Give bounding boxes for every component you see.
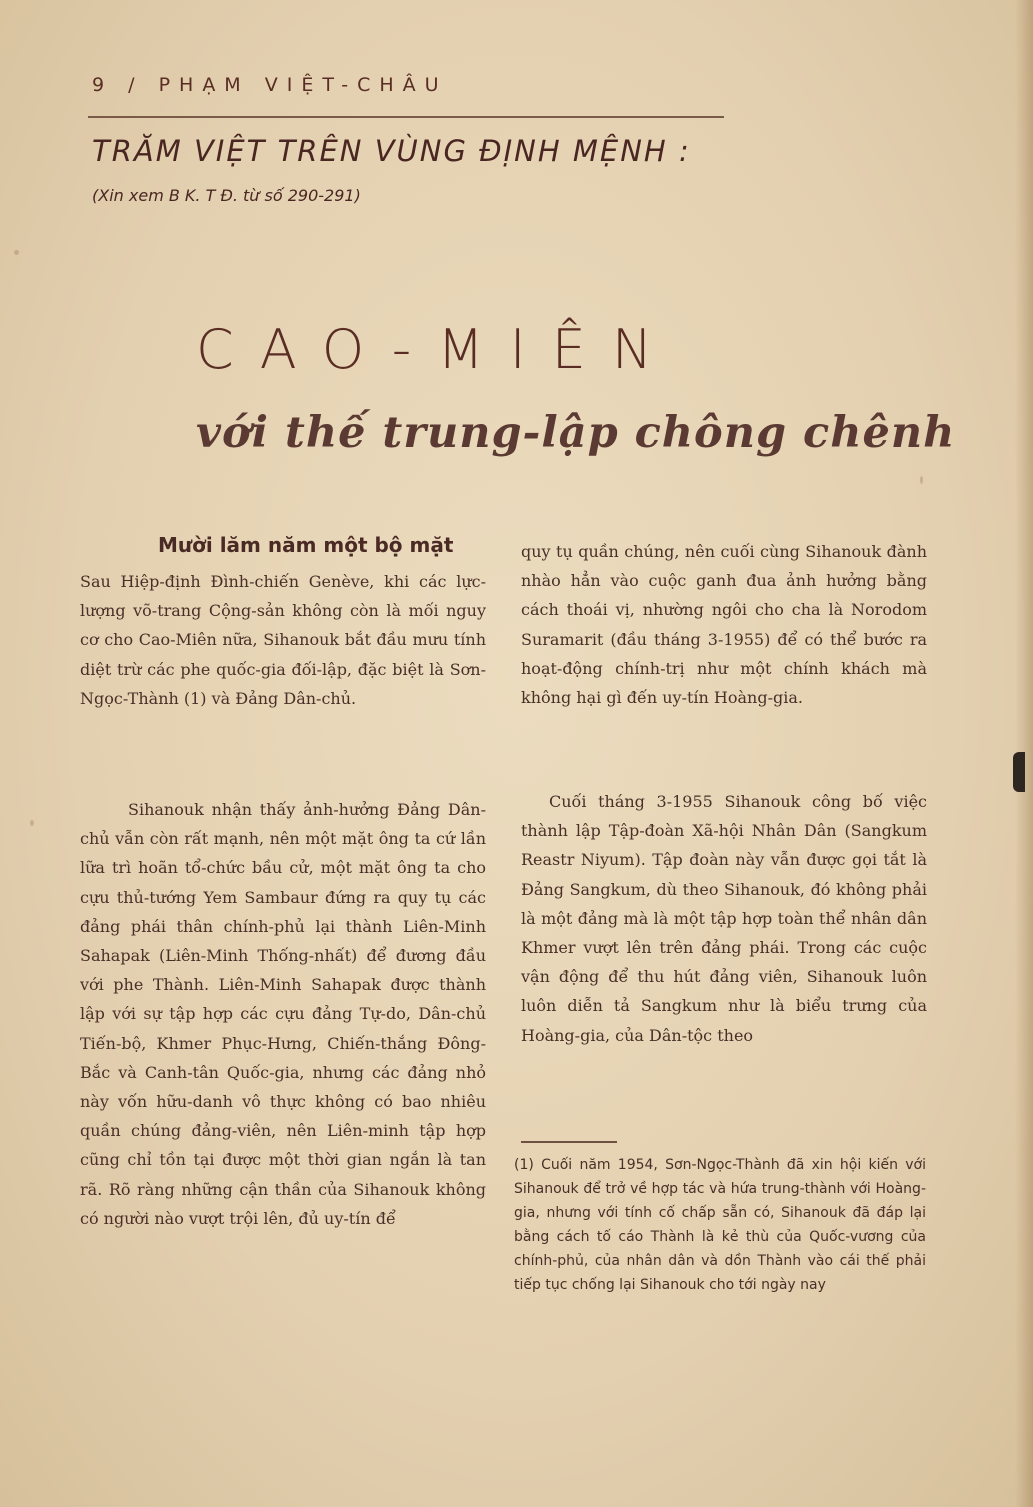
binding-tab-mark bbox=[1013, 752, 1025, 792]
running-head: 9 / PHẠM VIỆT-CHÂU bbox=[92, 74, 448, 96]
footnote: (1) Cuối năm 1954, Sơn-Ngọc-Thành đã xin hội kiến với Sihanouk để trở về hợp tác và hứa trung-thành với Hoàng-gia, nhưng với tính cố chấp sẵn có, Sihanouk đã đáp lại bằng cách tố cáo Thành là kẻ thù của Quốc-vương của chính-phủ, của nhân dân và dồn Thành vào cái thế phải tiếp tục chống lại Sihanouk cho tới ngày nay bbox=[514, 1157, 926, 1293]
right-column bbox=[521, 537, 927, 1050]
paper-spot bbox=[30, 820, 34, 826]
header-rule bbox=[88, 116, 724, 118]
paper-spot bbox=[14, 250, 19, 255]
paragraph: Cuối tháng 3-1955 Sihanouk công bố việc thành lập Tập-đoàn Xã-hội Nhân Dân (Sangkum Reastr Niyum). Tập đoàn này vẫn được gọi tắt là Đảng Sangkum, dù theo Sihanouk, đó không phải là một đảng mà là một tập hợp toàn thể nhân dân Khmer vượt lên trên đảng phái. Trong các cuộc vận động để thu hút đảng viên, Sihanouk luôn luôn diễn tả Sangkum như là biểu trưng của Hoàng-gia, của Dân-tộc theo bbox=[521, 792, 927, 1045]
series-reference: (Xin xem B K. T Đ. từ số 290-291) bbox=[92, 186, 361, 205]
series-title: TRĂM VIỆT TRÊN VÙNG ĐỊNH MỆNH : bbox=[92, 134, 691, 168]
article-title: CAO-MIÊN bbox=[196, 318, 679, 381]
footnote-rule bbox=[521, 1141, 617, 1143]
left-column bbox=[80, 567, 486, 1233]
paper-spot bbox=[920, 476, 923, 484]
section-heading: Mười lăm năm một bộ mặt bbox=[158, 533, 454, 557]
article-subtitle: với thế trung-lập chông chênh bbox=[196, 408, 956, 458]
paragraph: Sau Hiệp-định Đình-chiến Genève, khi các lực-lượng võ-trang Cộng-sản không còn là mối nguy cơ cho Cao-Miên nữa, Sihanouk bắt đầu mưu tính diệt trừ các phe quốc-gia đối-lập, đặc biệt là Sơn-Ngọc-Thành (1) và Đảng Dân-chủ. bbox=[80, 572, 486, 708]
paragraph: Sihanouk nhận thấy ảnh-hưởng Đảng Dân-chủ vẫn còn rất mạnh, nên một mặt ông ta cứ lần lữa trì hoãn tổ-chức bầu cử, một mặt ông ta cho cựu thủ-tướng Yem Sambaur đứng ra quy tụ các đảng phái thân chính-phủ lại thành Liên-Minh Sahapak (Liên-Minh Thống-nhất) để đương đầu với phe Thành. Liên-Minh Sahapak được thành lập với sự tập hợp các cựu đảng Tự-do, Dân-chủ Tiến-bộ, Khmer Phục-Hưng, Chiến-thắng Đông-Bắc và Canh-tân Quốc-gia, nhưng các đảng nhỏ này vốn hữu-danh vô thực không có bao nhiêu quần chúng đảng-viên, nên Liên-minh tập hợp cũng chỉ tồn tại được một thời gian ngắn là tan rã. Rõ ràng những cận thần của Sihanouk không có người nào vượt trội lên, đủ uy-tín để bbox=[80, 800, 486, 1228]
paragraph: quy tụ quần chúng, nên cuối cùng Sihanouk đành nhào hẳn vào cuộc ganh đua ảnh hưởng bằng cách thoái vị, nhường ngôi cho cha là Norodom Suramarit (đầu tháng 3-1955) để có thể bước ra hoạt-động chính-trị như một chính khách mà không hại gì đến uy-tín Hoàng-gia. bbox=[521, 542, 927, 708]
